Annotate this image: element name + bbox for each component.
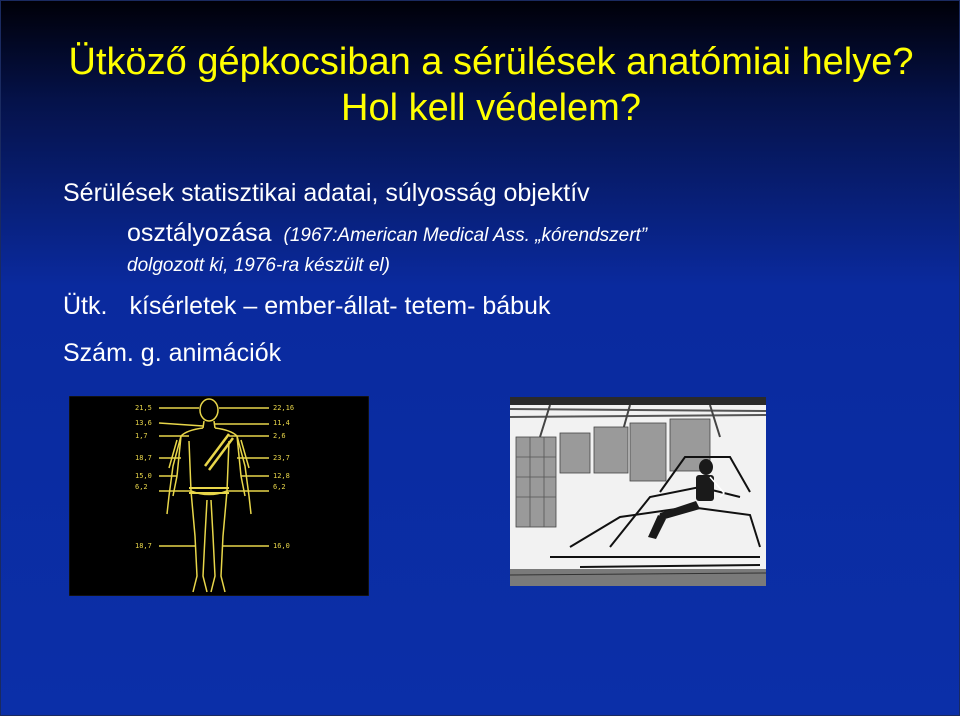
figure-label-right-3: 2,6 bbox=[273, 432, 286, 440]
figure-label-right-6: 6,2 bbox=[273, 483, 286, 491]
figure-label-left-3: 1,7 bbox=[135, 432, 148, 440]
figure-label-left-5: 15,0 bbox=[135, 472, 152, 480]
figure-label-left-4: 18,7 bbox=[135, 454, 152, 462]
figure-label-right-4: 23,7 bbox=[273, 454, 290, 462]
crash-test-graphic bbox=[510, 397, 766, 586]
figure-label-right-7: 16,0 bbox=[273, 542, 290, 550]
bullet-line-2-note: (1967:American Medical Ass. „kórendszert” bbox=[283, 225, 648, 246]
bullet-line-2-main: osztályozása bbox=[127, 219, 272, 247]
figure-label-right-2: 11,4 bbox=[273, 419, 290, 427]
bullet-line-4-prefix: Ütk. bbox=[63, 292, 108, 320]
figure-label-left-7: 18,7 bbox=[135, 542, 152, 550]
bullet-line-5: Szám. g. animációk bbox=[63, 339, 282, 367]
body-outline-graphic bbox=[69, 396, 369, 596]
bullet-line-3: dolgozott ki, 1976-ra készült el) bbox=[127, 255, 390, 276]
figure-label-left-6: 6,2 bbox=[135, 483, 148, 491]
bullet-line-4 bbox=[63, 292, 550, 321]
figure-label-left-1: 21,5 bbox=[135, 404, 152, 412]
slide-title: Ütköző gépkocsiban a sérülések anatómiai helye? Hol kell védelem? bbox=[68, 41, 914, 129]
figure-label-right-5: 12,8 bbox=[273, 472, 290, 480]
crash-test-photo bbox=[510, 397, 766, 586]
bullet-line-2 bbox=[127, 219, 647, 248]
bullet-line-1: Sérülések statisztikai adatai, súlyosság objektív bbox=[63, 179, 590, 207]
figure-label-right-1: 22,16 bbox=[273, 404, 295, 412]
injury-body-diagram bbox=[69, 396, 369, 596]
bullet-line-4-text: kísérletek – ember-állat- tetem- bábuk bbox=[129, 292, 551, 320]
figure-label-left-2: 13,6 bbox=[135, 419, 152, 427]
